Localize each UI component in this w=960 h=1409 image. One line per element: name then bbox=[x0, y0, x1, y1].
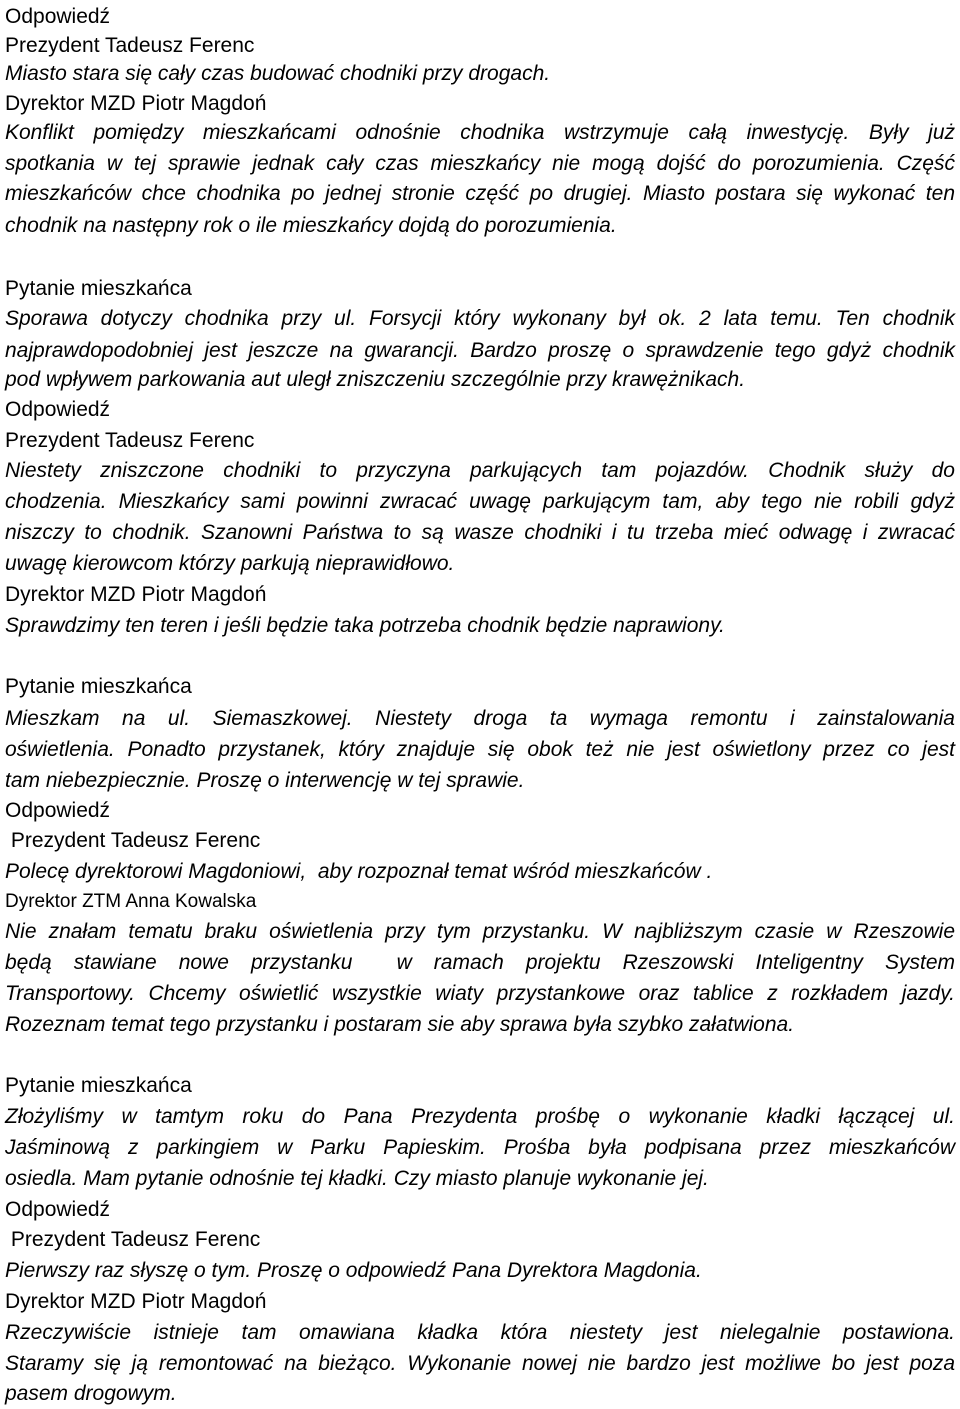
answer-text-line: chodzenia. Mieszkańcy sami powinni zwracać uwagę parkującym tam, aby tego nie robili gdyż bbox=[5, 490, 955, 513]
question-text-line: Złożyliśmy w tamtym roku do Pana Prezydenta prośbę o wykonanie kładki łączącej ul. bbox=[5, 1105, 955, 1128]
speaker-label: Dyrektor MZD Piotr Magdoń bbox=[5, 92, 267, 115]
section-label-question: Pytanie mieszkańca bbox=[5, 277, 192, 300]
section-label-question: Pytanie mieszkańca bbox=[5, 1074, 192, 1097]
speaker-label: Dyrektor MZD Piotr Magdoń bbox=[5, 1290, 267, 1313]
section-label-answer: Odpowiedź bbox=[5, 799, 111, 822]
answer-text-line: Transportowy. Chcemy oświetlić wszystkie wiaty przystankowe oraz tablice z rozkładem jazdy. bbox=[5, 982, 955, 1005]
answer-text-line: Polecę dyrektorowi Magdoniowi, aby rozpoznał temat wśród mieszkańców . bbox=[5, 860, 713, 883]
answer-text-line: Sprawdzimy ten teren i jeśli będzie taka potrzeba chodnik będzie naprawiony. bbox=[5, 614, 725, 637]
answer-text-line: uwagę kierowcom którzy parkują nieprawidłowo. bbox=[5, 552, 455, 575]
answer-text-line: Pierwszy raz słyszę o tym. Proszę o odpowiedź Pana Dyrektora Magdonia. bbox=[5, 1259, 702, 1282]
answer-text-line: chodnik na następny rok o ile mieszkańcy dojdą do porozumienia. bbox=[5, 214, 617, 237]
section-label-answer: Odpowiedź bbox=[5, 1198, 111, 1221]
answer-text-line: mieszkańców chce chodnika po jednej stronie część po drugiej. Miasto postara się wykonać ten bbox=[5, 182, 955, 205]
question-text-line: najprawdopodobniej jest jeszcze na gwarancji. Bardzo proszę o sprawdzenie tego gdyż chodnik bbox=[5, 339, 955, 362]
answer-text-line: Konflikt pomiędzy mieszkańcami odnośnie chodnika wstrzymuje całą inwestycję. Były już bbox=[5, 121, 955, 144]
question-text-line: osiedla. Mam pytanie odnośnie tej kładki. Czy miasto planuje wykonanie jej. bbox=[5, 1167, 709, 1190]
answer-text-line: niszczy to chodnik. Szanowni Państwa to są wasze chodniki i tu trzeba mieć odwagę i zwracać bbox=[5, 521, 955, 544]
answer-text-line: Staramy się ją remontować na bieżąco. Wykonanie nowej nie bardzo jest możliwe bo jest poza bbox=[5, 1352, 955, 1375]
speaker-label: Prezydent Tadeusz Ferenc bbox=[5, 829, 261, 852]
answer-text-line: pasem drogowym. bbox=[5, 1382, 177, 1405]
question-text-line: Mieszkam na ul. Siemaszkowej. Niestety droga ta wymaga remontu i zainstalowania bbox=[5, 707, 955, 730]
speaker-label: Prezydent Tadeusz Ferenc bbox=[5, 1228, 261, 1251]
answer-text-line: Rozeznam temat tego przystanku i postaram sie aby sprawa była szybko załatwiona. bbox=[5, 1013, 795, 1036]
answer-text-line: Niestety zniszczone chodniki to przyczyna parkujących tam pojazdów. Chodnik służy do bbox=[5, 459, 955, 482]
question-text-line: pod wpływem parkowania aut uległ zniszczeniu szczególnie przy krawężnikach. bbox=[5, 368, 746, 391]
speaker-label: Prezydent Tadeusz Ferenc bbox=[5, 429, 255, 452]
section-label-answer: Odpowiedź bbox=[5, 398, 111, 421]
answer-text-line: będą stawiane nowe przystanku w ramach projektu Rzeszowski Inteligentny System bbox=[5, 951, 955, 974]
question-text-line: oświetlenia. Ponadto przystanek, który znajduje się obok też nie jest oświetlony przez co jest bbox=[5, 738, 955, 761]
answer-text-line: Rzeczywiście istnieje tam omawiana kładka która niestety jest nielegalnie postawiona. bbox=[5, 1321, 955, 1344]
answer-text-line: Nie znałam tematu braku oświetlenia przy tym przystanku. W najbliższym czasie w Rzeszowie bbox=[5, 920, 955, 943]
section-label-question: Pytanie mieszkańca bbox=[5, 675, 192, 698]
speaker-label: Dyrektor ZTM Anna Kowalska bbox=[5, 891, 257, 912]
question-text-line: Jaśminową z parkingiem w Parku Papieskim. Prośba była podpisana przez mieszkańców bbox=[5, 1136, 955, 1159]
answer-text-line: Miasto stara się cały czas budować chodniki przy drogach. bbox=[5, 62, 551, 85]
section-label-answer: Odpowiedź bbox=[5, 5, 111, 28]
question-text-line: Sporawa dotyczy chodnika przy ul. Forsycji który wykonany był ok. 2 lata temu. Ten chodnik bbox=[5, 307, 955, 330]
answer-text-line: spotkania w tej sprawie jednak cały czas mieszkańcy nie mogą dojść do porozumienia. Część bbox=[5, 152, 955, 175]
speaker-label: Prezydent Tadeusz Ferenc bbox=[5, 34, 255, 57]
speaker-label: Dyrektor MZD Piotr Magdoń bbox=[5, 583, 267, 606]
question-text-line: tam niebezpiecznie. Proszę o interwencję w tej sprawie. bbox=[5, 769, 525, 792]
